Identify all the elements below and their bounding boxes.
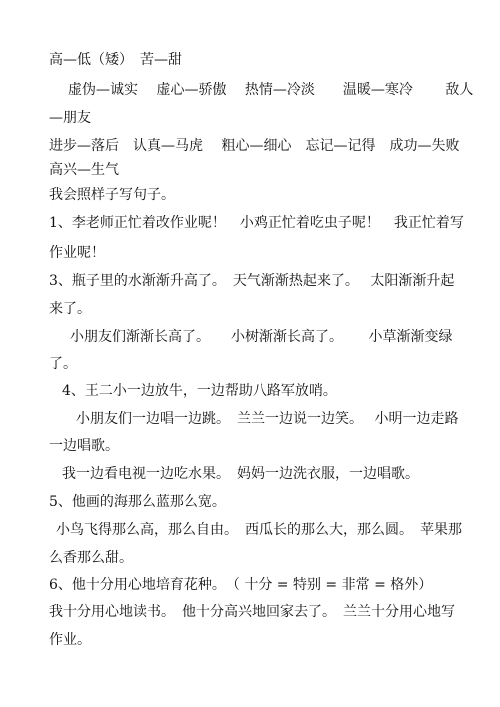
text-line: 6、他十分用心地培育花种。 （ 十分 = 特别 = 非常 = 格外） xyxy=(49,577,433,593)
text-line: 作业呢！ xyxy=(49,245,105,261)
text-line: 么香那么甜。 xyxy=(49,550,133,566)
text-line: 虚伪—诚实 虚心—骄傲 热情—冷淡 温暖—寒冷 敌人 xyxy=(68,82,474,98)
text-line: 我一边看电视一边吃水果。 妈妈一边洗衣服，一边唱歌。 xyxy=(62,466,419,482)
text-line: 5、他画的海那么蓝那么宽。 xyxy=(49,494,226,510)
text-line: 1、李老师正忙着改作业呢！ 小鸡正忙着吃虫子呢！ 我正忙着写 xyxy=(49,215,464,231)
text-line: 作业。 xyxy=(49,632,91,648)
text-line: 一边唱歌。 xyxy=(49,438,119,454)
text-line: —朋友 xyxy=(49,110,91,126)
text-line: 高兴—生气 xyxy=(49,162,119,178)
text-line: 进步—落后 认真—马虎 粗心—细心 忘记—记得 成功—失败 xyxy=(49,138,460,154)
text-line: 小朋友们渐渐长高了。 小树渐渐长高了。 小草渐渐变绿 xyxy=(70,329,453,345)
text-line: 4、王二小一边放牛，一边帮助八路军放哨。 xyxy=(62,383,337,399)
text-line: 3、瓶子里的水渐渐升高了。 天气渐渐热起来了。 太阳渐渐升起 xyxy=(49,273,455,289)
text-line: 小朋友们一边唱一边跳。 兰兰一边说一边笑。 小明一边走路 xyxy=(76,411,459,427)
text-line: 来了。 xyxy=(49,301,91,317)
text-line: 高—低（矮） 苦—甜 xyxy=(49,52,182,68)
text-line: 我十分用心地读书。 他十分高兴地回家去了。 兰兰十分用心地写 xyxy=(49,604,455,620)
text-line: 了。 xyxy=(49,356,77,372)
text-line: 我会照样子写句子。 xyxy=(49,187,175,203)
text-line: 小鸟飞得那么高，那么自由。 西瓜长的那么大，那么圆。 苹果那 xyxy=(56,522,462,538)
